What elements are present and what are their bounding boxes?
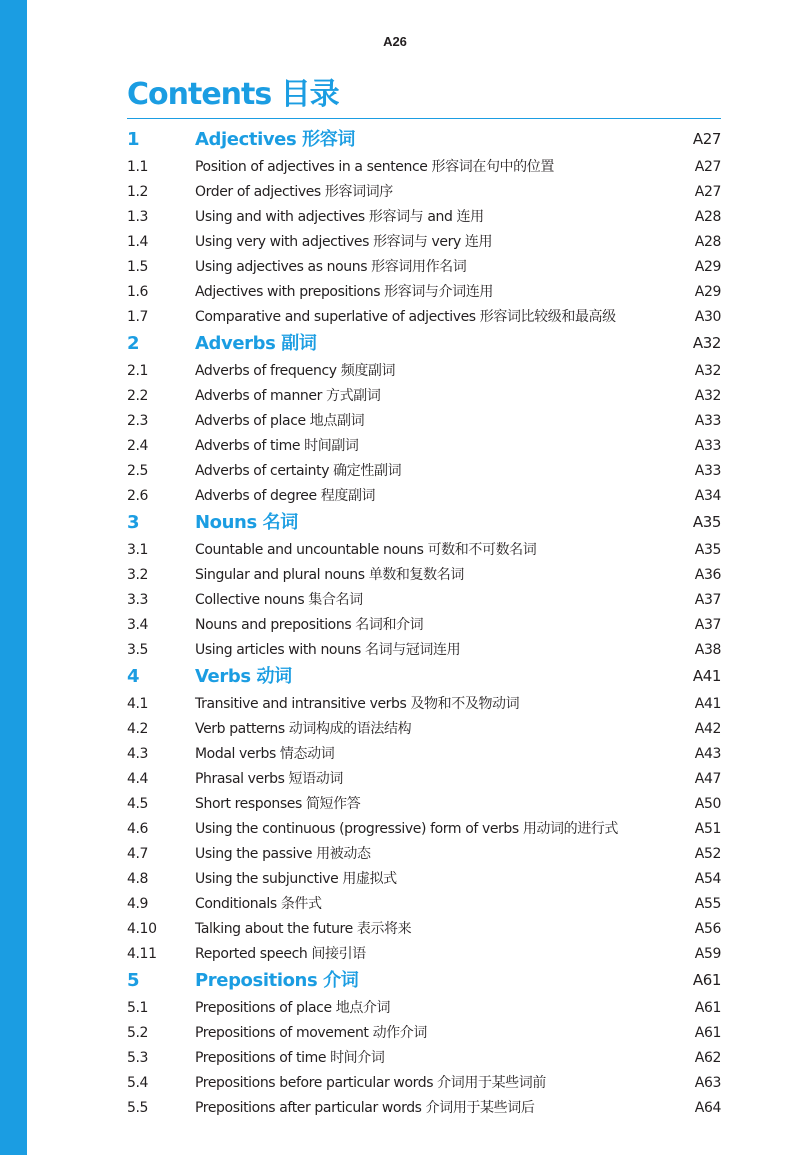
entry-number: 3.1: [127, 542, 149, 558]
section-row[interactable]: [127, 434, 721, 459]
entry-number: 5.1: [127, 1000, 149, 1016]
entry-number: 5.3: [127, 1050, 149, 1066]
entry-title: Using the continuous (progressive) form of verbs 用动词的进行式: [195, 821, 619, 837]
section-row[interactable]: [127, 996, 721, 1021]
entry-number: 4.11: [127, 946, 157, 962]
entry-number: 4.9: [127, 896, 149, 912]
entry-page-number: A32: [694, 363, 721, 379]
entry-number: 1.5: [127, 259, 149, 275]
section-row[interactable]: [127, 1021, 721, 1046]
entry-page-number: A33: [694, 413, 721, 429]
section-row[interactable]: [127, 155, 721, 180]
entry-title: Adverbs of frequency 频度副词: [195, 363, 396, 379]
entry-page-number: A43: [694, 746, 721, 762]
entry-title: Modal verbs 情态动词: [195, 746, 335, 762]
section-row[interactable]: [127, 842, 721, 867]
entry-title: Adverbs of certainty 确定性副词: [195, 463, 402, 479]
entry-title: Prepositions of movement 动作介词: [195, 1025, 427, 1041]
entry-title: Prepositions of time 时间介词: [195, 1050, 385, 1066]
entry-number: 1.2: [127, 184, 149, 200]
section-row[interactable]: [127, 230, 721, 255]
entry-number: 4: [127, 666, 140, 687]
entry-page-number: A50: [694, 796, 721, 812]
entry-page-number: A63: [694, 1075, 721, 1091]
entry-number: 2.5: [127, 463, 149, 479]
entry-title: Verb patterns 动词构成的语法结构: [195, 721, 412, 737]
entry-page-number: A36: [694, 567, 721, 583]
section-row[interactable]: [127, 767, 721, 792]
entry-number: 2.1: [127, 363, 149, 379]
entry-number: 1: [127, 129, 140, 150]
section-row[interactable]: [127, 305, 721, 330]
entry-number: 4.1: [127, 696, 149, 712]
entry-title: Prepositions of place 地点介词: [195, 1000, 391, 1016]
chapter-row[interactable]: [127, 330, 721, 359]
entry-page-number: A61: [692, 971, 721, 989]
entry-title: Talking about the future 表示将来: [195, 921, 412, 937]
contents-list: [127, 126, 721, 1121]
entry-title: Adverbs of time 时间副词: [195, 438, 359, 454]
entry-title: Adverbs of place 地点副词: [195, 413, 365, 429]
entry-page-number: A42: [694, 721, 721, 737]
chapter-row[interactable]: [127, 663, 721, 692]
entry-title: Adjectives with prepositions 形容词与介词连用: [195, 284, 493, 300]
entry-title: Transitive and intransitive verbs 及物和不及物动词: [195, 696, 520, 712]
entry-number: 2.3: [127, 413, 149, 429]
entry-number: 3: [127, 512, 140, 533]
entry-title: Phrasal verbs 短语动词: [195, 771, 343, 787]
section-row[interactable]: [127, 867, 721, 892]
section-row[interactable]: [127, 409, 721, 434]
section-row[interactable]: [127, 817, 721, 842]
section-row[interactable]: [127, 717, 721, 742]
entry-number: 1.4: [127, 234, 149, 250]
section-row[interactable]: [127, 942, 721, 967]
entry-page-number: A29: [694, 259, 721, 275]
entry-page-number: A33: [694, 438, 721, 454]
entry-number: 4.7: [127, 846, 149, 862]
entry-title: Using very with adjectives 形容词与 very 连用: [195, 234, 493, 250]
entry-title: Short responses 简短作答: [195, 796, 361, 812]
section-row[interactable]: [127, 1046, 721, 1071]
entry-page-number: A52: [694, 846, 721, 862]
entry-number: 4.3: [127, 746, 149, 762]
entry-title: Adverbs 副词: [195, 333, 317, 354]
section-row[interactable]: [127, 892, 721, 917]
chapter-row[interactable]: [127, 509, 721, 538]
entry-number: 3.2: [127, 567, 149, 583]
entry-page-number: A41: [692, 667, 721, 685]
entry-page-number: A54: [694, 871, 721, 887]
entry-title: Position of adjectives in a sentence 形容词在句中的位置: [195, 159, 554, 175]
entry-title: Countable and uncountable nouns 可数和不可数名词: [195, 542, 537, 558]
entry-title: Nouns and prepositions 名词和介词: [195, 617, 424, 633]
section-row[interactable]: [127, 280, 721, 305]
entry-number: 4.2: [127, 721, 149, 737]
entry-page-number: A41: [694, 696, 721, 712]
entry-page-number: A33: [694, 463, 721, 479]
entry-page-number: A35: [692, 513, 721, 531]
page-title: Contents 目录: [127, 77, 339, 112]
entry-number: 2.6: [127, 488, 149, 504]
section-row[interactable]: [127, 563, 721, 588]
section-row[interactable]: [127, 1096, 721, 1121]
entry-number: 4.6: [127, 821, 149, 837]
entry-number: 4.5: [127, 796, 149, 812]
entry-number: 3.4: [127, 617, 149, 633]
entry-title: Singular and plural nouns 单数和复数名词: [195, 567, 464, 583]
entry-page-number: A61: [694, 1025, 721, 1041]
section-row[interactable]: [127, 613, 721, 638]
entry-page-number: A30: [694, 309, 721, 325]
entry-page-number: A37: [694, 592, 721, 608]
page-number: A26: [383, 34, 407, 49]
entry-number: 1.1: [127, 159, 149, 175]
chapter-row[interactable]: [127, 967, 721, 996]
entry-number: 5.2: [127, 1025, 149, 1041]
entry-page-number: A56: [694, 921, 721, 937]
section-row[interactable]: [127, 359, 721, 384]
entry-page-number: A47: [694, 771, 721, 787]
section-row[interactable]: [127, 484, 721, 509]
section-row[interactable]: [127, 459, 721, 484]
entry-number: 5.5: [127, 1100, 149, 1116]
entry-title: Order of adjectives 形容词词序: [195, 184, 393, 200]
entry-title: Adjectives 形容词: [195, 129, 355, 150]
entry-page-number: A27: [694, 184, 721, 200]
chapter-row[interactable]: [127, 126, 721, 155]
section-row[interactable]: [127, 742, 721, 767]
entry-page-number: A27: [692, 130, 721, 148]
section-row[interactable]: [127, 205, 721, 230]
entry-title: Prepositions after particular words 介词用于某些词后: [195, 1100, 535, 1116]
section-row[interactable]: [127, 588, 721, 613]
entry-page-number: A51: [694, 821, 721, 837]
entry-title: Adverbs of degree 程度副词: [195, 488, 376, 504]
entry-page-number: A59: [694, 946, 721, 962]
entry-title: Reported speech 间接引语: [195, 946, 366, 962]
entry-number: 2.4: [127, 438, 149, 454]
entry-page-number: A28: [694, 209, 721, 225]
section-row[interactable]: [127, 255, 721, 280]
entry-number: 2: [127, 333, 140, 354]
section-row[interactable]: [127, 638, 721, 663]
title-divider: [127, 118, 721, 119]
entry-number: 5: [127, 970, 140, 991]
entry-title: Adverbs of manner 方式副词: [195, 388, 381, 404]
entry-title: Using adjectives as nouns 形容词用作名词: [195, 259, 467, 275]
entry-page-number: A34: [694, 488, 721, 504]
entry-page-number: A28: [694, 234, 721, 250]
entry-title: Using and with adjectives 形容词与 and 连用: [195, 209, 484, 225]
entry-page-number: A29: [694, 284, 721, 300]
entry-number: 1.7: [127, 309, 149, 325]
entry-page-number: A27: [694, 159, 721, 175]
section-row[interactable]: [127, 538, 721, 563]
entry-title: Using the subjunctive 用虚拟式: [195, 871, 397, 887]
entry-number: 3.3: [127, 592, 149, 608]
section-row[interactable]: [127, 180, 721, 205]
entry-page-number: A62: [694, 1050, 721, 1066]
section-row[interactable]: [127, 692, 721, 717]
entry-page-number: A35: [694, 542, 721, 558]
section-row[interactable]: [127, 792, 721, 817]
side-color-bar: [0, 0, 27, 1155]
entry-title: Using the passive 用被动态: [195, 846, 371, 862]
entry-number: 4.8: [127, 871, 149, 887]
section-row[interactable]: [127, 917, 721, 942]
entry-title: Comparative and superlative of adjectives 形容词比较级和最高级: [195, 309, 616, 325]
entry-page-number: A37: [694, 617, 721, 633]
entry-title: Prepositions 介词: [195, 970, 359, 991]
entry-number: 2.2: [127, 388, 149, 404]
entry-number: 1.3: [127, 209, 149, 225]
entry-page-number: A38: [694, 642, 721, 658]
entry-number: 1.6: [127, 284, 149, 300]
section-row[interactable]: [127, 384, 721, 409]
entry-title: Nouns 名词: [195, 512, 298, 533]
entry-page-number: A64: [694, 1100, 721, 1116]
entry-page-number: A32: [692, 334, 721, 352]
section-row[interactable]: [127, 1071, 721, 1096]
entry-page-number: A55: [694, 896, 721, 912]
entry-title: Conditionals 条件式: [195, 896, 322, 912]
entry-title: Collective nouns 集合名词: [195, 592, 363, 608]
entry-number: 3.5: [127, 642, 149, 658]
entry-number: 4.10: [127, 921, 157, 937]
entry-number: 5.4: [127, 1075, 149, 1091]
entry-number: 4.4: [127, 771, 149, 787]
entry-title: Using articles with nouns 名词与冠词连用: [195, 642, 461, 658]
entry-title: Prepositions before particular words 介词用于某些词前: [195, 1075, 546, 1091]
entry-page-number: A32: [694, 388, 721, 404]
entry-title: Verbs 动词: [195, 666, 292, 687]
entry-page-number: A61: [694, 1000, 721, 1016]
